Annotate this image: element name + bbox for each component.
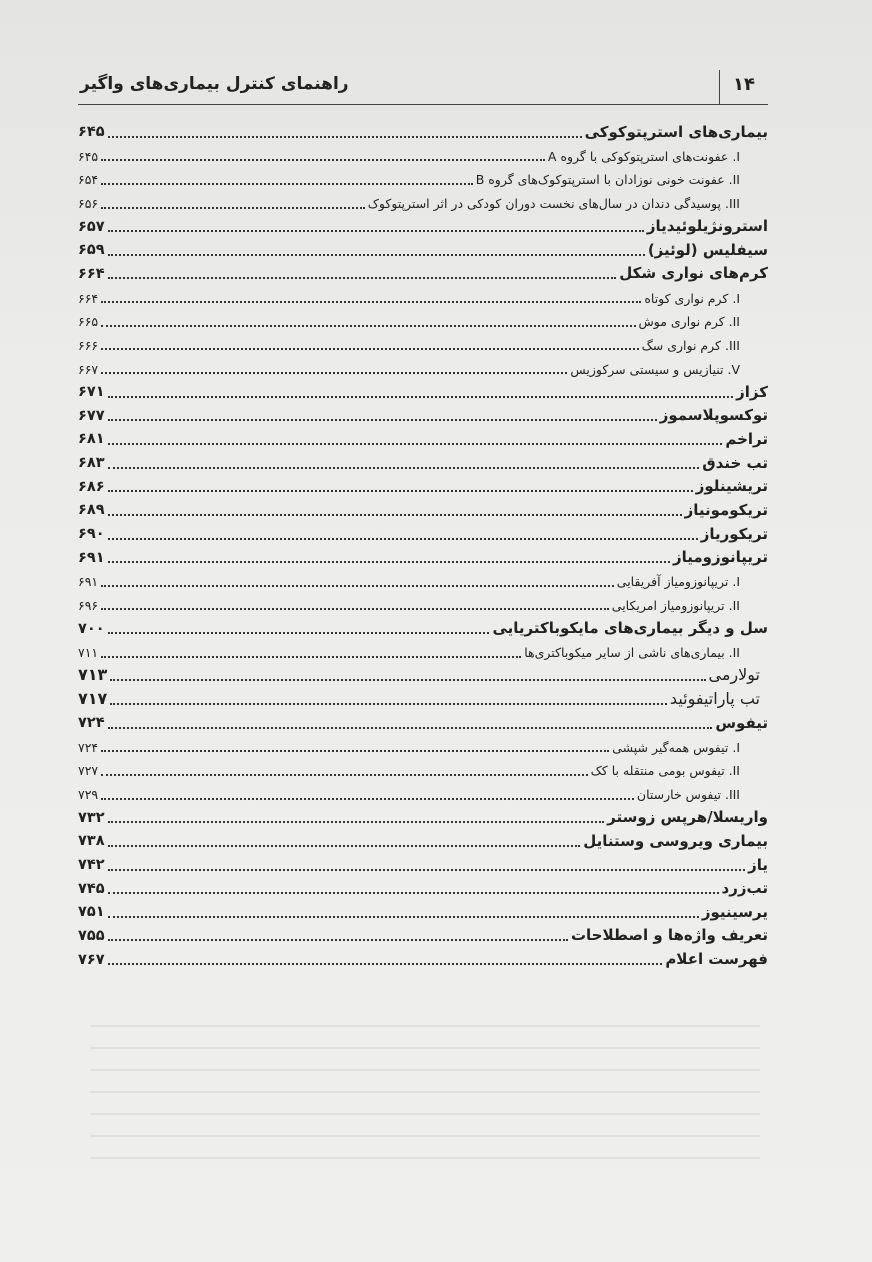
table-of-contents — [78, 119, 768, 970]
toc-entry — [78, 639, 768, 663]
toc-entry-page: ۶۶۵ — [78, 314, 99, 330]
toc-entry-title: تراخم — [725, 429, 768, 448]
toc-entry-title: یرسینیوز — [701, 902, 768, 921]
toc-entry-title: سل و دیگر بیماری‌های مایکوباکتریایی — [492, 619, 768, 638]
toc-entry-page: ۶۹۱ — [78, 549, 105, 566]
toc-entry-page: ۷۲۴ — [78, 715, 105, 732]
dot-leader — [101, 348, 638, 350]
toc-entry-title: تریکوریاز — [700, 524, 768, 543]
toc-entry — [78, 923, 768, 947]
dot-leader — [101, 183, 473, 185]
toc-entry-page: ۶۵۶ — [78, 196, 99, 212]
toc-entry — [78, 568, 768, 592]
toc-entry-page: ۶۵۹ — [78, 242, 105, 259]
page-number: ۱۴ — [719, 70, 768, 104]
dot-leader — [101, 750, 609, 752]
toc-entry — [78, 710, 768, 734]
toc-entry — [78, 852, 768, 876]
toc-entry-title: I. تریپانوزومیاز آفریقایی — [616, 574, 740, 590]
toc-entry-page: ۷۳۲ — [78, 809, 105, 826]
toc-entry-title: II. کرم نواری موش — [638, 314, 740, 330]
dot-leader — [108, 277, 617, 279]
toc-entry-title: III. تیفوس خارستان — [636, 787, 740, 803]
toc-entry-title: تریکومونیاز — [684, 500, 768, 519]
toc-entry — [78, 450, 768, 474]
toc-entry — [78, 545, 768, 569]
dot-leader — [108, 467, 700, 469]
dot-leader — [101, 159, 545, 161]
toc-entry — [78, 166, 768, 190]
dot-leader — [101, 608, 609, 610]
toc-entry-title: تریشینلوز — [695, 477, 768, 496]
dot-leader — [108, 136, 582, 138]
toc-entry-page: ۶۵۷ — [78, 218, 105, 235]
toc-entry-page: ۷۵۱ — [78, 904, 105, 921]
toc-entry — [78, 592, 768, 616]
toc-entry-page: ۷۵۵ — [78, 927, 105, 944]
dot-leader — [108, 821, 605, 823]
toc-entry — [78, 214, 768, 238]
toc-entry-page: ۶۴۵ — [78, 124, 105, 141]
book-title: راهنمای کنترل بیماری‌های واگیر — [80, 74, 349, 94]
dot-leader — [108, 443, 723, 445]
toc-entry-title: I. عفونت‌های استرپتوکوکی با گروه A — [547, 148, 740, 164]
toc-entry-page: ۶۸۱ — [78, 431, 105, 448]
toc-entry-page: ۶۸۳ — [78, 455, 105, 472]
toc-entry — [78, 284, 768, 308]
toc-entry-page: ۶۸۹ — [78, 502, 105, 519]
toc-entry-title: V. تنیازیس و سیستی سرکوزیس — [570, 361, 740, 377]
toc-entry — [78, 261, 768, 285]
toc-entry-page: ۷۲۴ — [78, 739, 99, 755]
dot-leader — [110, 703, 667, 705]
toc-entry-title: سیفلیس (لوئیز) — [647, 240, 768, 259]
dot-leader — [108, 230, 644, 232]
toc-entry-page: ۷۱۷ — [78, 689, 108, 709]
toc-entry — [78, 237, 768, 261]
dot-leader — [108, 254, 645, 256]
toc-entry-page: ۷۱۳ — [78, 665, 108, 685]
toc-entry-page: ۷۲۷ — [78, 763, 99, 779]
toc-entry-title: واریسلا/هرپس زوستر — [607, 808, 768, 827]
toc-entry-page: ۶۸۶ — [78, 478, 105, 495]
dot-leader — [110, 679, 705, 681]
dot-leader — [101, 372, 567, 374]
dot-leader — [108, 727, 713, 729]
toc-entry-title: کرم‌های نواری شکل — [619, 264, 768, 283]
toc-entry-title: تعریف واژه‌ها و اصطلاحات — [570, 926, 768, 945]
toc-entry-page: ۷۳۸ — [78, 833, 105, 850]
dot-leader — [101, 207, 365, 209]
toc-entry-title: II. تریپانوزومیاز امریکایی — [611, 597, 740, 613]
dot-leader — [101, 656, 521, 658]
toc-entry-page: ۷۴۵ — [78, 880, 105, 897]
bleed-through-text — [90, 1005, 760, 1175]
toc-entry — [78, 497, 768, 521]
toc-entry-title: II. عفونت خونی نوزادان با استرپتوکوک‌های گروه B — [475, 172, 740, 188]
toc-entry-page: ۶۶۶ — [78, 337, 99, 353]
toc-entry-title: II. بیماری‌های ناشی از سایر میکوباکتری‌ها — [524, 645, 740, 661]
dot-leader — [108, 963, 663, 965]
toc-entry-title: بیماری‌های استرپتوکوکی — [584, 122, 768, 141]
toc-entry-page: ۷۰۰ — [78, 620, 105, 637]
toc-entry-page: ۷۱۱ — [78, 645, 99, 661]
toc-entry-page: ۶۶۷ — [78, 361, 99, 377]
toc-entry — [78, 474, 768, 498]
toc-entry-title: تیفوس — [715, 713, 768, 732]
toc-entry — [78, 426, 768, 450]
toc-entry-title: تب پاراتیفوئید — [669, 689, 760, 709]
toc-entry-title: کزاز — [736, 382, 768, 401]
page-header — [78, 70, 768, 105]
toc-entry-page: ۷۲۹ — [78, 787, 99, 803]
toc-entry-title: تب‌زرد — [721, 879, 768, 898]
toc-entry — [78, 899, 768, 923]
toc-entry-page: ۷۶۷ — [78, 951, 105, 968]
toc-entry-page: ۶۷۷ — [78, 407, 105, 424]
toc-entry — [78, 876, 768, 900]
dot-leader — [108, 396, 734, 398]
dot-leader — [108, 939, 568, 941]
dot-leader — [108, 632, 490, 634]
toc-entry-title: فهرست اعلام — [665, 950, 768, 969]
toc-entry — [78, 403, 768, 427]
toc-entry — [78, 379, 768, 403]
toc-entry-page: ۶۶۴ — [78, 265, 105, 282]
toc-entry-title: تریپانوزومیاز — [672, 548, 768, 567]
toc-entry-title: I. تیفوس همه‌گیر شپشی — [612, 739, 740, 755]
toc-entry — [78, 663, 768, 687]
dot-leader — [108, 514, 682, 516]
toc-entry-title: بیماری ویروسی وستنایل — [583, 831, 768, 850]
toc-entry-title: تولارمی — [708, 665, 760, 685]
toc-entry — [78, 734, 768, 758]
toc-entry-page: ۶۹۱ — [78, 574, 99, 590]
toc-entry — [78, 946, 768, 970]
dot-leader — [101, 774, 587, 776]
toc-entry-title: یاز — [748, 855, 768, 874]
toc-entry-title: I. کرم نواری کوتاه — [644, 290, 740, 306]
dot-leader — [108, 845, 581, 847]
dot-leader — [101, 301, 641, 303]
toc-entry-page: ۶۴۵ — [78, 148, 99, 164]
toc-entry-title: توکسوپلاسموز — [659, 406, 768, 425]
toc-entry — [78, 119, 768, 143]
toc-entry — [78, 828, 768, 852]
toc-entry-title: استرونژیلوئیدیاز — [646, 217, 768, 236]
dot-leader — [101, 798, 634, 800]
dot-leader — [108, 419, 657, 421]
dot-leader — [108, 561, 670, 563]
dot-leader — [108, 538, 698, 540]
toc-entry-page: ۶۶۴ — [78, 290, 99, 306]
toc-entry-page: ۷۴۲ — [78, 857, 105, 873]
toc-entry-title: II. تیفوس بومی منتقله با کک — [590, 763, 740, 779]
toc-entry — [78, 615, 768, 639]
dot-leader — [101, 325, 635, 327]
toc-entry-title: III. پوسیدگی دندان در سال‌های نخست دوران کودکی در اثر استرپتوکوک — [367, 196, 740, 212]
dot-leader — [101, 585, 614, 587]
toc-entry-title: III. کرم نواری سگ — [641, 337, 740, 353]
toc-entry — [78, 521, 768, 545]
toc-entry-page: ۶۷۱ — [78, 384, 105, 401]
dot-leader — [108, 916, 699, 918]
toc-entry — [78, 686, 768, 710]
toc-entry-title: تب خندق — [702, 453, 768, 472]
dot-leader — [108, 490, 693, 492]
toc-entry — [78, 190, 768, 214]
toc-entry-page: ۶۵۴ — [78, 172, 99, 188]
toc-entry — [78, 308, 768, 332]
toc-entry — [78, 332, 768, 356]
toc-entry-page: ۶۹۰ — [78, 526, 105, 543]
toc-entry — [78, 757, 768, 781]
toc-entry — [78, 143, 768, 167]
toc-entry — [78, 781, 768, 805]
toc-entry — [78, 355, 768, 379]
toc-entry — [78, 805, 768, 829]
dot-leader — [108, 892, 719, 894]
dot-leader — [108, 869, 746, 871]
toc-entry-page: ۶۹۶ — [78, 597, 99, 613]
